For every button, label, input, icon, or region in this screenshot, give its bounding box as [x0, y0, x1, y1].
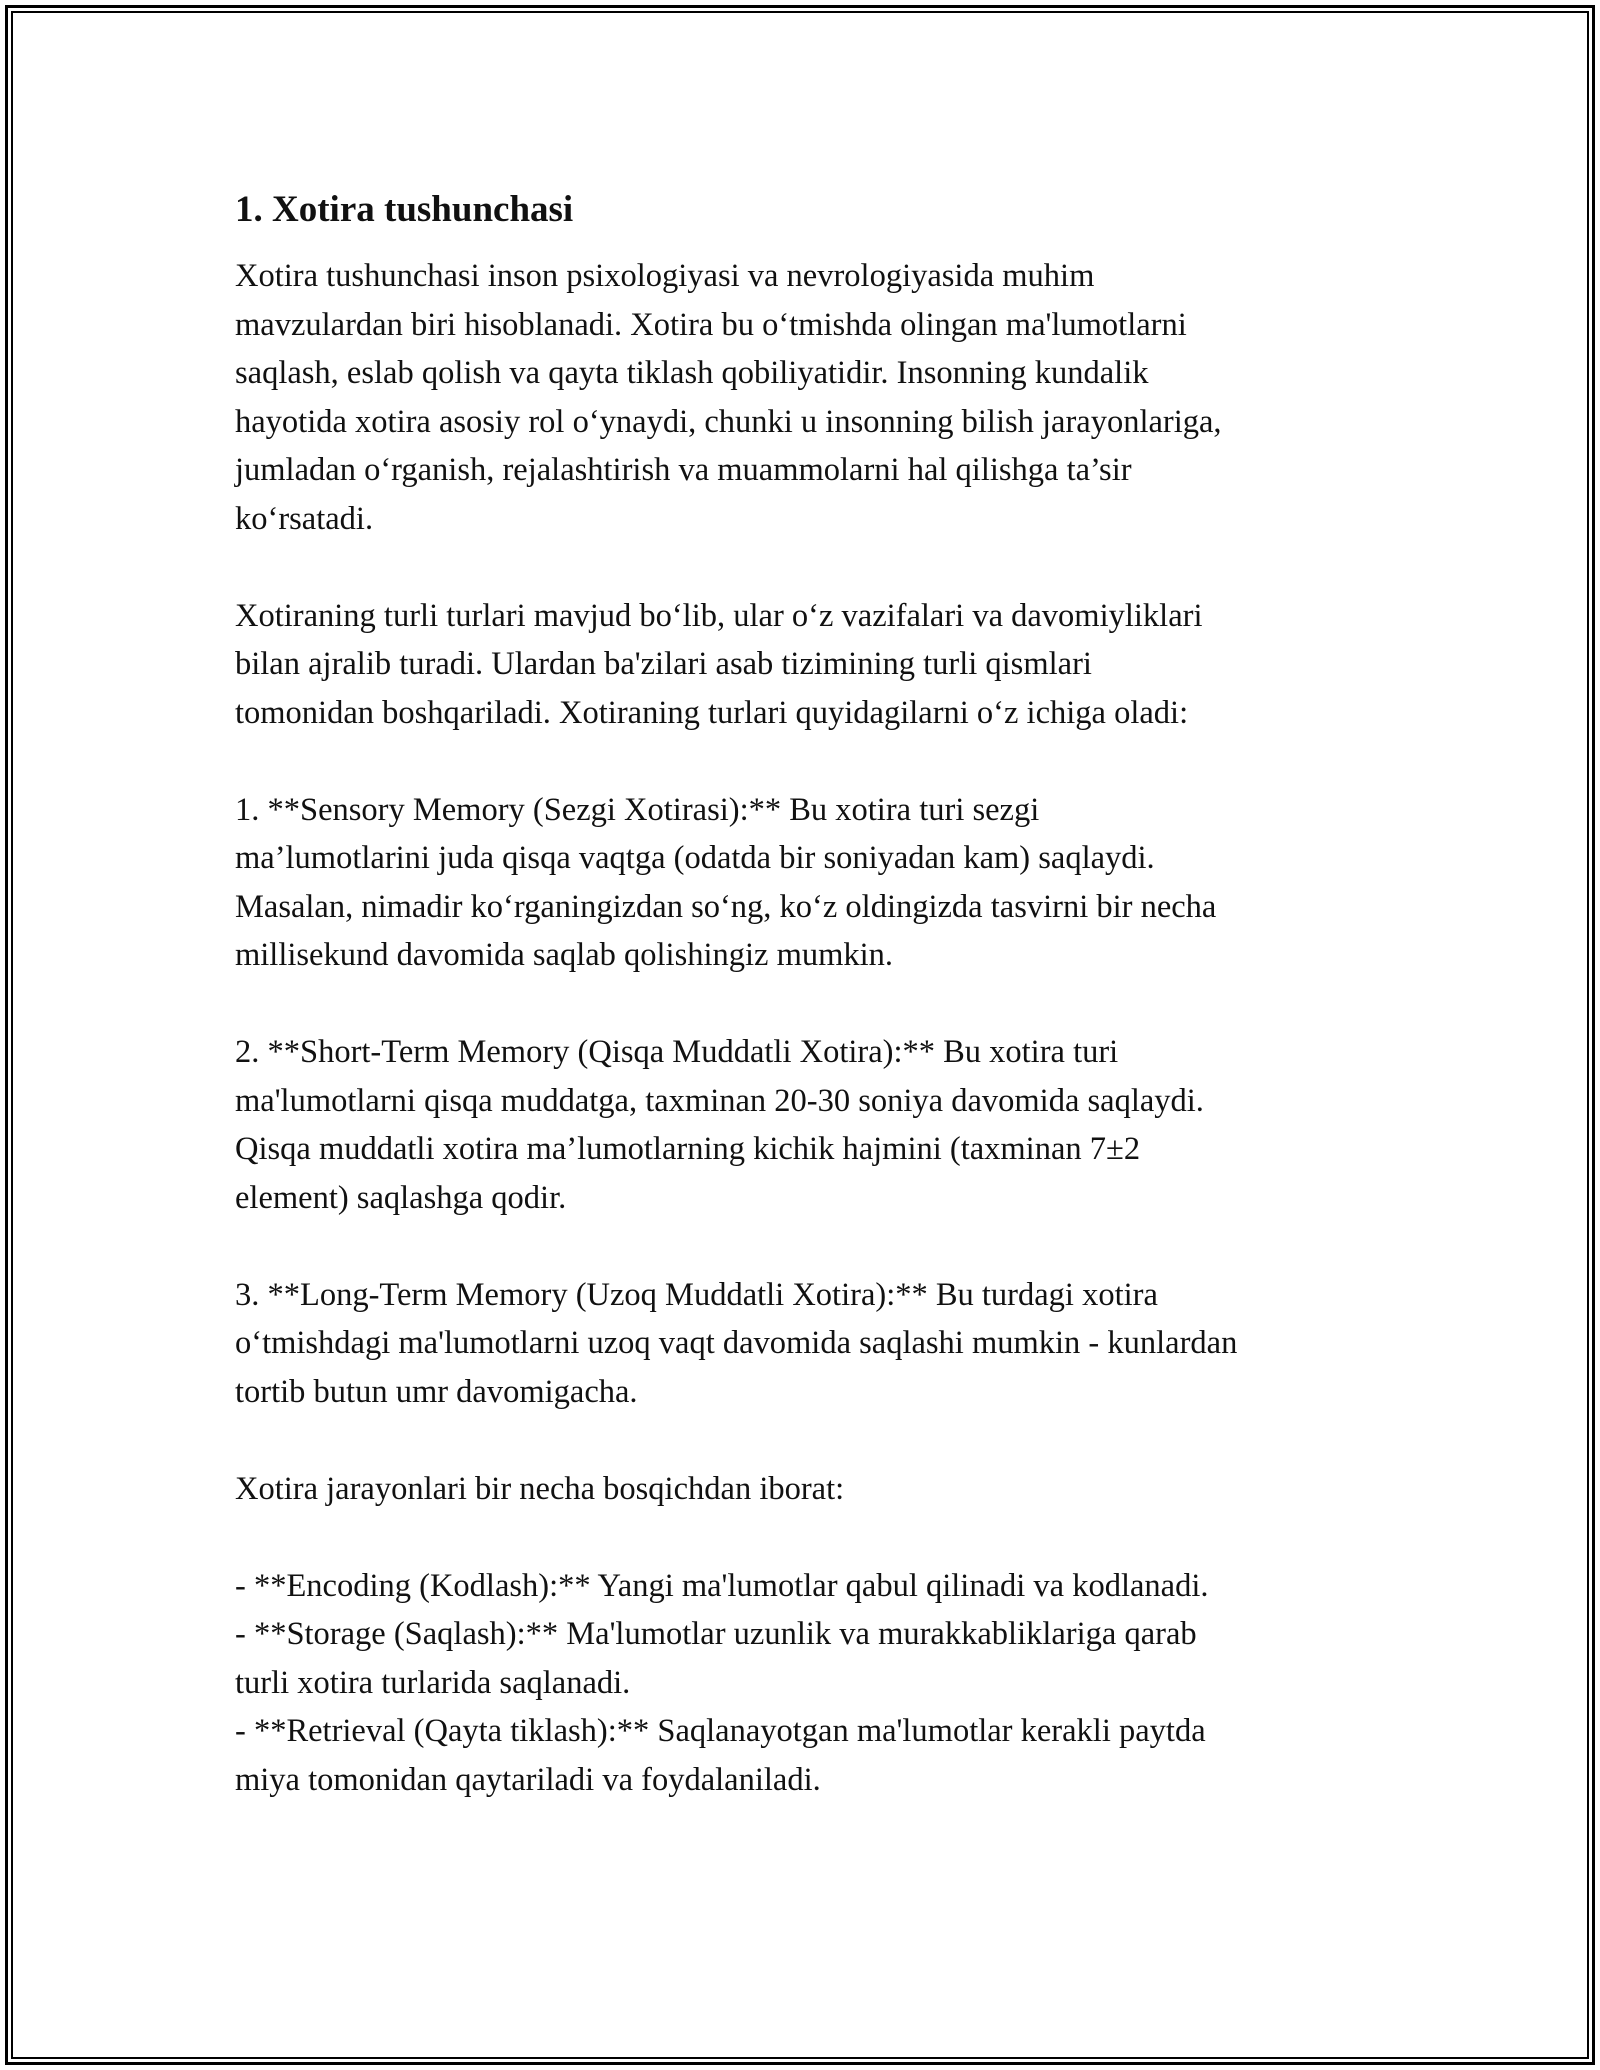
document-body: [235, 186, 1385, 1804]
text-line: miya tomonidan qaytariladi va foydalaniladi.: [235, 1761, 821, 1798]
list-item-long-term-memory: [235, 1271, 1385, 1417]
text-line: ma'lumotlarni qisqa muddatga, taxminan 20-30 soniya davomida saqlaydi.: [235, 1082, 1204, 1119]
section-heading: 1. Xotira tushunchasi: [235, 189, 574, 230]
paragraph-memory-definition: [235, 252, 1385, 543]
text-line: turli xotira turlarida saqlanadi.: [235, 1664, 631, 1701]
text-line: 2. **Short-Term Memory (Qisqa Muddatli Xotira):** Bu xotira turi: [235, 1034, 1119, 1070]
text-line: Xotira tushunchasi inson psixologiyasi va nevrologiyasida muhim: [235, 258, 1095, 294]
list-memory-processes: [235, 1562, 1385, 1805]
text-line: ma’lumotlarini juda qisqa vaqtga (odatda bir soniyadan kam) saqlaydi.: [235, 840, 1155, 876]
text-line: tomonidan boshqariladi. Xotiraning turlari quyidagilarni o‘z ichiga oladi:: [235, 694, 1189, 731]
text-line: jumladan o‘rganish, rejalashtirish va muammolarni hal qilishga ta’sir: [235, 452, 1132, 488]
list-item-sensory-memory: [235, 786, 1385, 980]
text-line: ko‘rsatadi.: [235, 500, 374, 537]
text-line: 3. **Long-Term Memory (Uzoq Muddatli Xotira):** Bu turdagi xotira: [235, 1276, 1158, 1313]
text-line: element) saqlashga qodir.: [235, 1179, 567, 1216]
paragraph-memory-types-intro: [235, 592, 1385, 738]
text-line: - **Encoding (Kodlash):** Yangi ma'lumotlar qabul qilinadi va kodlanadi.: [235, 1567, 1209, 1604]
text-line: hayotida xotira asosiy rol o‘ynaydi, chunki u insonning bilish jarayonlariga,: [235, 403, 1222, 440]
text-line: Xotira jarayonlari bir necha bosqichdan iborat:: [235, 1470, 845, 1507]
list-item-short-term-memory: [235, 1028, 1385, 1222]
text-line: 1. **Sensory Memory (Sezgi Xotirasi):** Bu xotira turi sezgi: [235, 791, 1040, 828]
text-line: bilan ajralib turadi. Ulardan ba'zilari asab tizimining turli qismlari: [235, 646, 1092, 682]
text-line: Masalan, nimadir ko‘rganingizdan so‘ng, ko‘z oldingizda tasvirni bir necha: [235, 888, 1217, 925]
paragraph-memory-processes-intro: [235, 1465, 1385, 1514]
text-line: Xotiraning turli turlari mavjud bo‘lib, ular o‘z vazifalari va davomiyliklari: [235, 597, 1203, 634]
text-line: mavzulardan biri hisoblanadi. Xotira bu o‘tmishda olingan ma'lumotlarni: [235, 306, 1187, 343]
text-line: - **Retrieval (Qayta tiklash):** Saqlanayotgan ma'lumotlar kerakli paytda: [235, 1713, 1206, 1749]
text-line: millisekund davomida saqlab qolishingiz mumkin.: [235, 937, 894, 973]
text-line: - **Storage (Saqlash):** Ma'lumotlar uzunlik va murakkabliklariga qarab: [235, 1616, 1197, 1652]
text-line: o‘tmishdagi ma'lumotlarni uzoq vaqt davomida saqlashi mumkin - kunlardan: [235, 1325, 1238, 1361]
text-line: Qisqa muddatli xotira ma’lumotlarning kichik hajmini (taxminan 7±2: [235, 1131, 1141, 1167]
text-line: saqlash, eslab qolish va qayta tiklash qobiliyatidir. Insonning kundalik: [235, 355, 1149, 391]
text-line: tortib butun umr davomigacha.: [235, 1373, 638, 1410]
